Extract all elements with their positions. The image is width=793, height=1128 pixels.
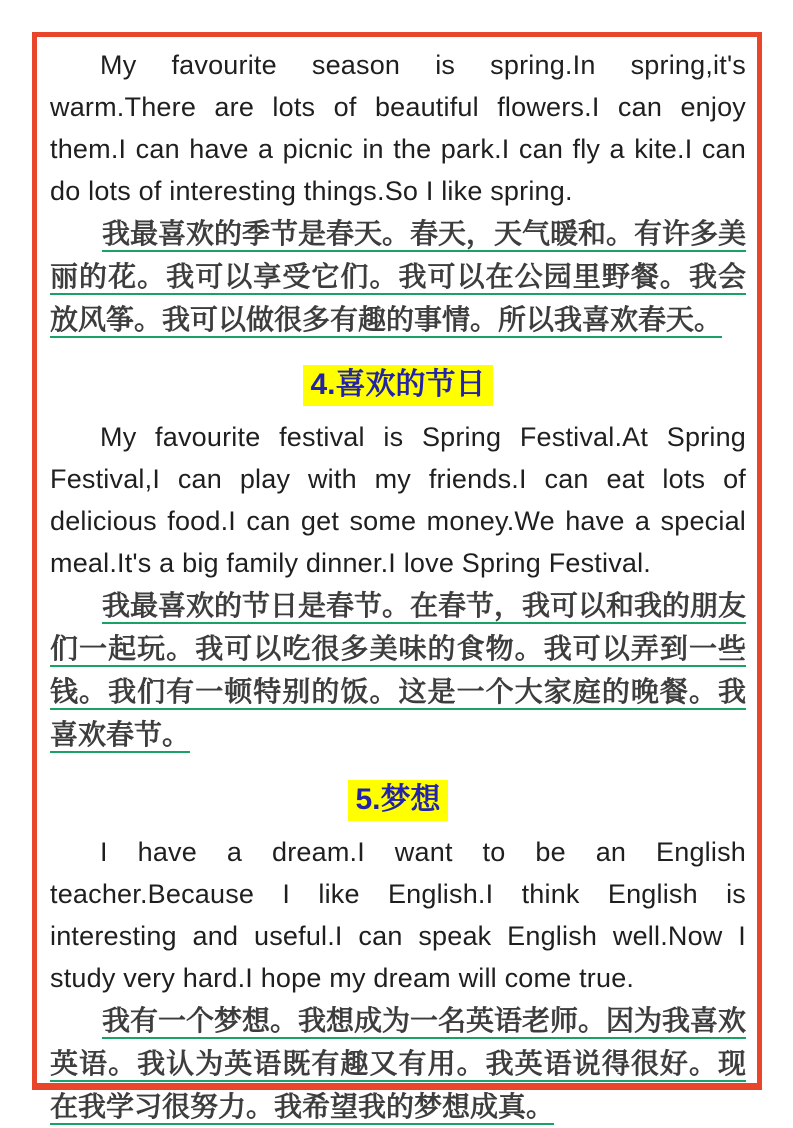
english-paragraph-favourite-season: My favourite season is spring.In spring,it's warm.There are lots of beautiful flowers.I can enjoy them.I can have a picnic in the park.I can fly a kite.I can do lots of interesting things.So I like spring. (50, 50, 746, 206)
chinese-translation-favourite-festival (50, 584, 746, 756)
content-border-frame (32, 32, 762, 1122)
section-heading-favourite-festival (50, 365, 746, 406)
chinese-translation-dream (50, 999, 746, 1128)
chinese-translation-text: 我有一个梦想。我想成为一名英语老师。因为我喜欢英语。我认为英语既有趣又有用。我英语说得很好。现在我学习很努力。我希望我的梦想成真。 (50, 1005, 747, 1122)
english-paragraph-favourite-festival: My favourite festival is Spring Festival.At Spring Festival,I can play with my friends.I can eat lots of delicious food.I can get some money.We have a special meal.It's a big family dinner.I love Spring Festival. (50, 422, 746, 578)
chinese-translation-text: 我最喜欢的季节是春天。春天，天气暖和。有许多美丽的花。我可以享受它们。我可以在公园里野餐。我会放风筝。我可以做很多有趣的事情。所以我喜欢春天。 (50, 218, 747, 335)
chinese-translation-text: 我最喜欢的节日是春节。在春节，我可以和我的朋友们一起玩。我可以吃很多美味的食物。我可以弄到一些钱。我们有一顿特别的饭。这是一个大家庭的晚餐。我喜欢春节。 (50, 590, 747, 750)
heading-highlight-label: 4.喜欢的节日 (303, 365, 492, 406)
heading-highlight-label: 5.梦想 (348, 780, 447, 821)
section-heading-dream (50, 780, 746, 821)
chinese-translation-favourite-season (50, 212, 746, 341)
english-paragraph-dream: I have a dream.I want to be an English teacher.Because I like English.I think English is interesting and useful.I can speak English well.Now I study very hard.I hope my dream will come true. (50, 837, 746, 993)
